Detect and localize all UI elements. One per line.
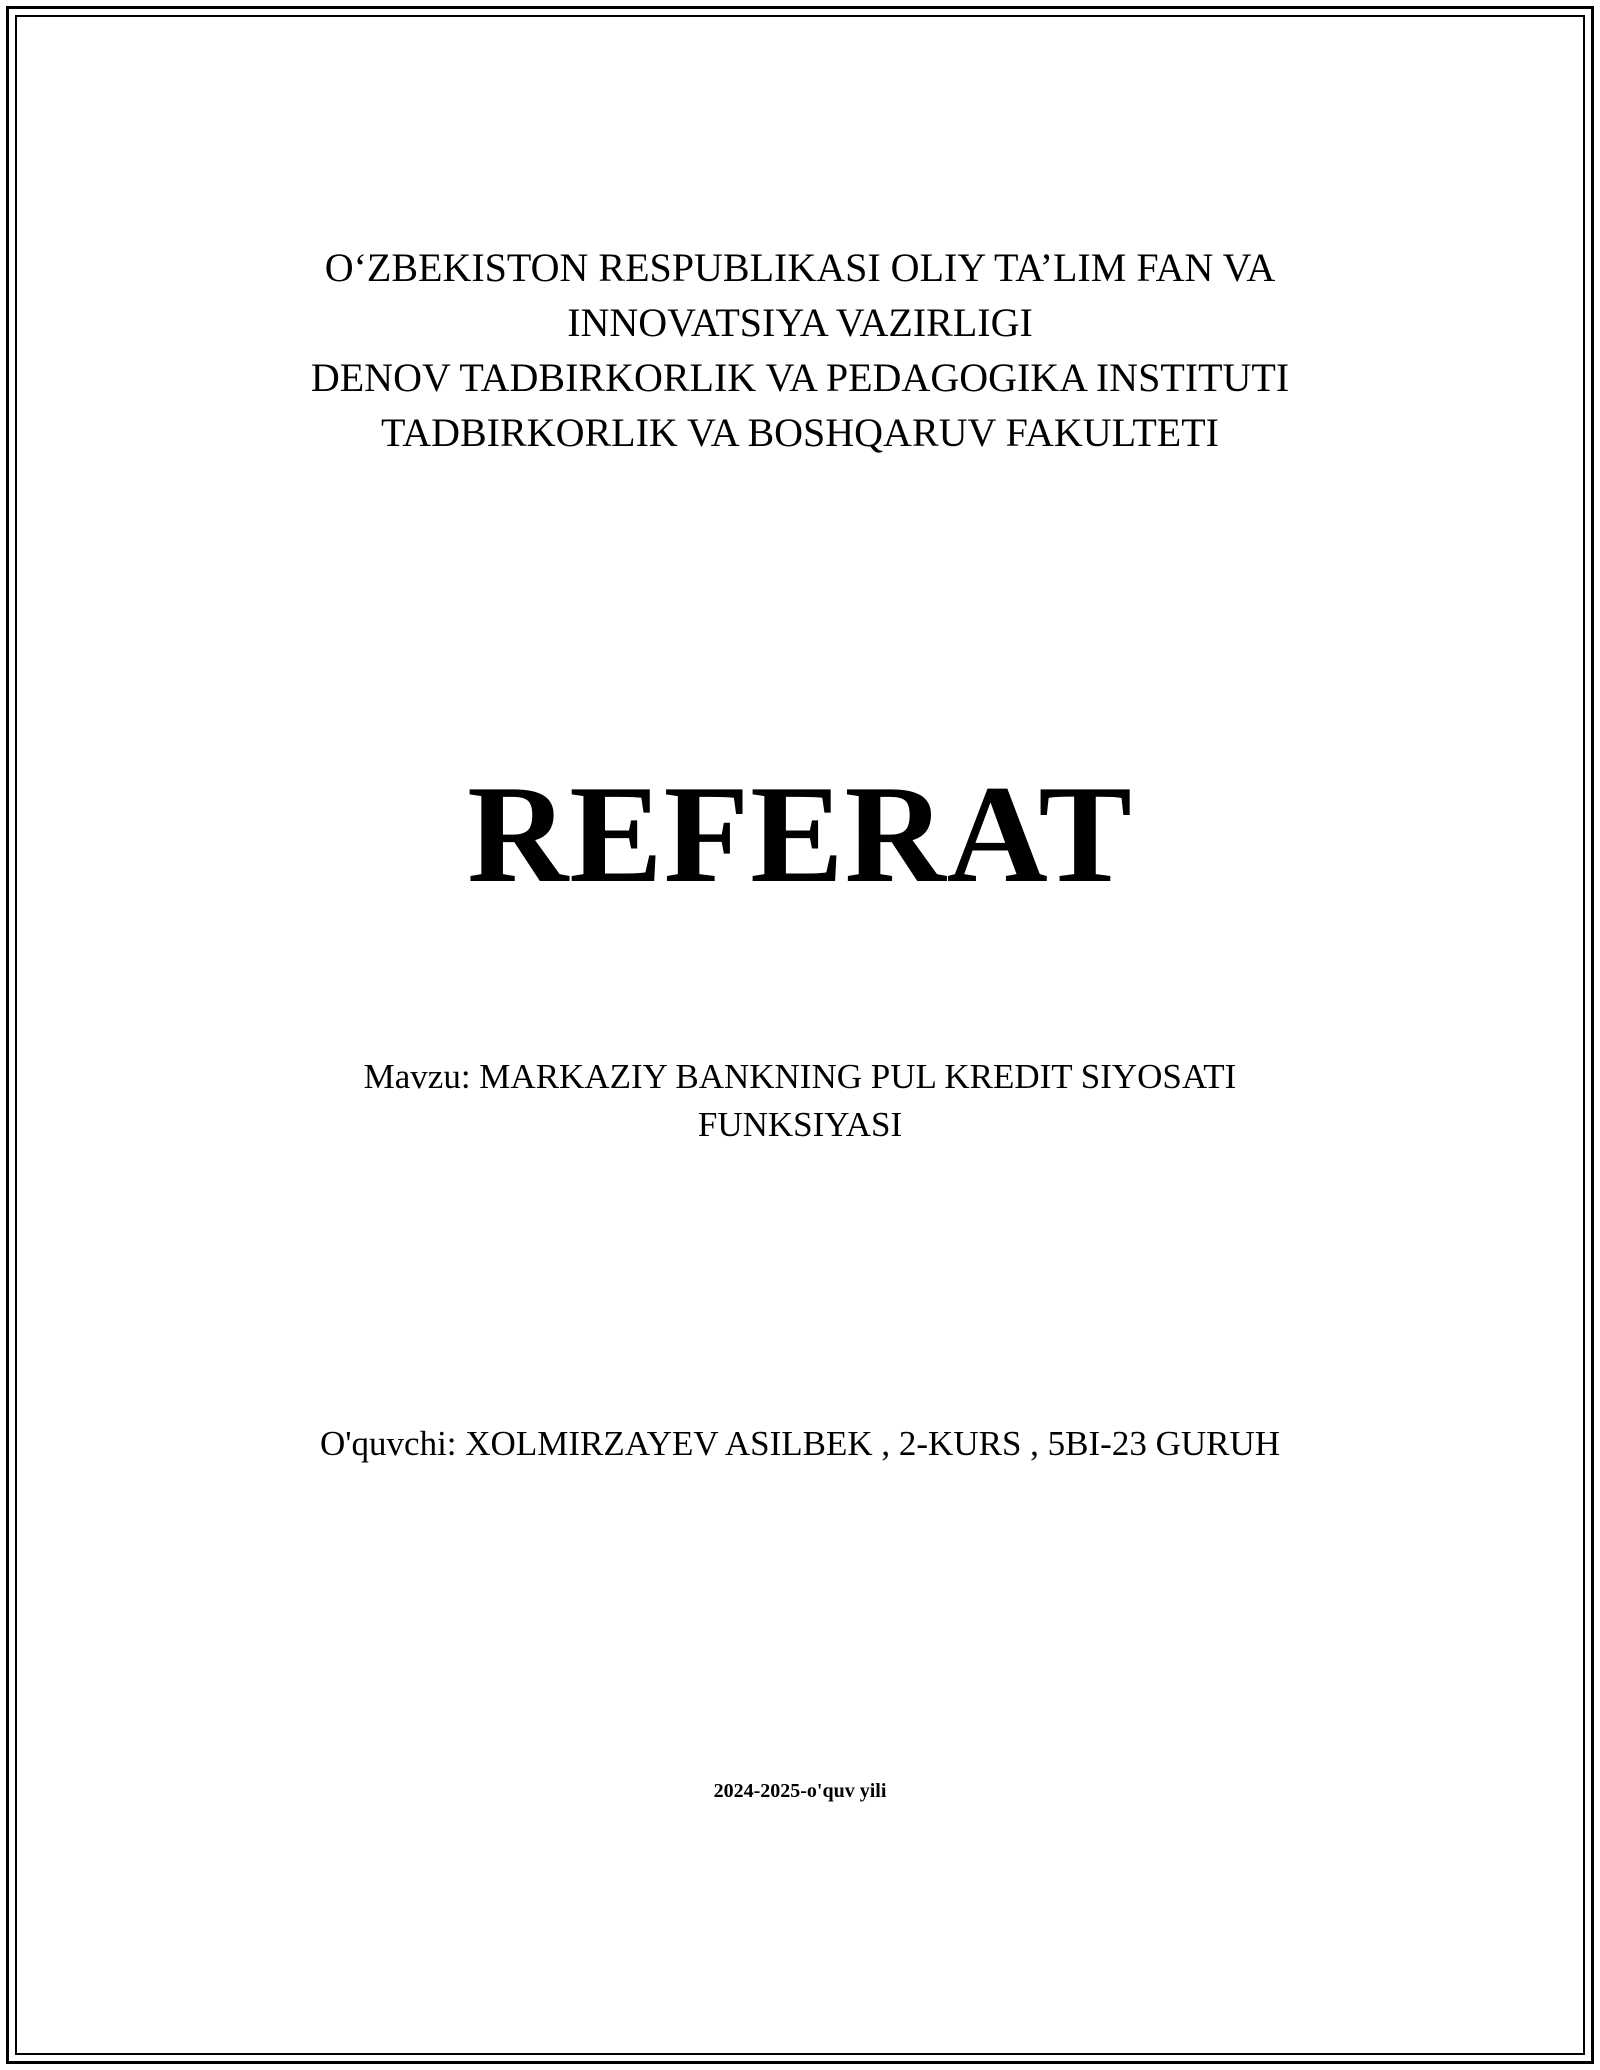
student-info: O'quvchi: XOLMIRZAYEV ASILBEK , 2-KURS , 5BI-23 GURUH <box>319 1424 1281 1463</box>
institution-header <box>0 240 1600 460</box>
header-line-faculty: TADBIRKORLIK VA BOSHQARUV FAKULTETI <box>381 410 1219 455</box>
header-line-institute: DENOV TADBIRKORLIK VA PEDAGOGIKA INSTITUTI <box>310 355 1290 400</box>
topic-text: Mavzu: MARKAZIY BANKNING PUL KREDIT SIYOSATI FUNKSIYASI <box>363 1057 1237 1144</box>
document-title: REFERAT <box>467 757 1133 912</box>
header-line-ministry-2: INNOVATSIYA VAZIRLIGI <box>567 300 1033 345</box>
academic-year: 2024-2025-o'quv yili <box>713 1780 887 1802</box>
header-line-ministry-1: O‘ZBEKISTON RESPUBLIKASI OLIY TA’LIM FAN VA <box>324 245 1276 290</box>
